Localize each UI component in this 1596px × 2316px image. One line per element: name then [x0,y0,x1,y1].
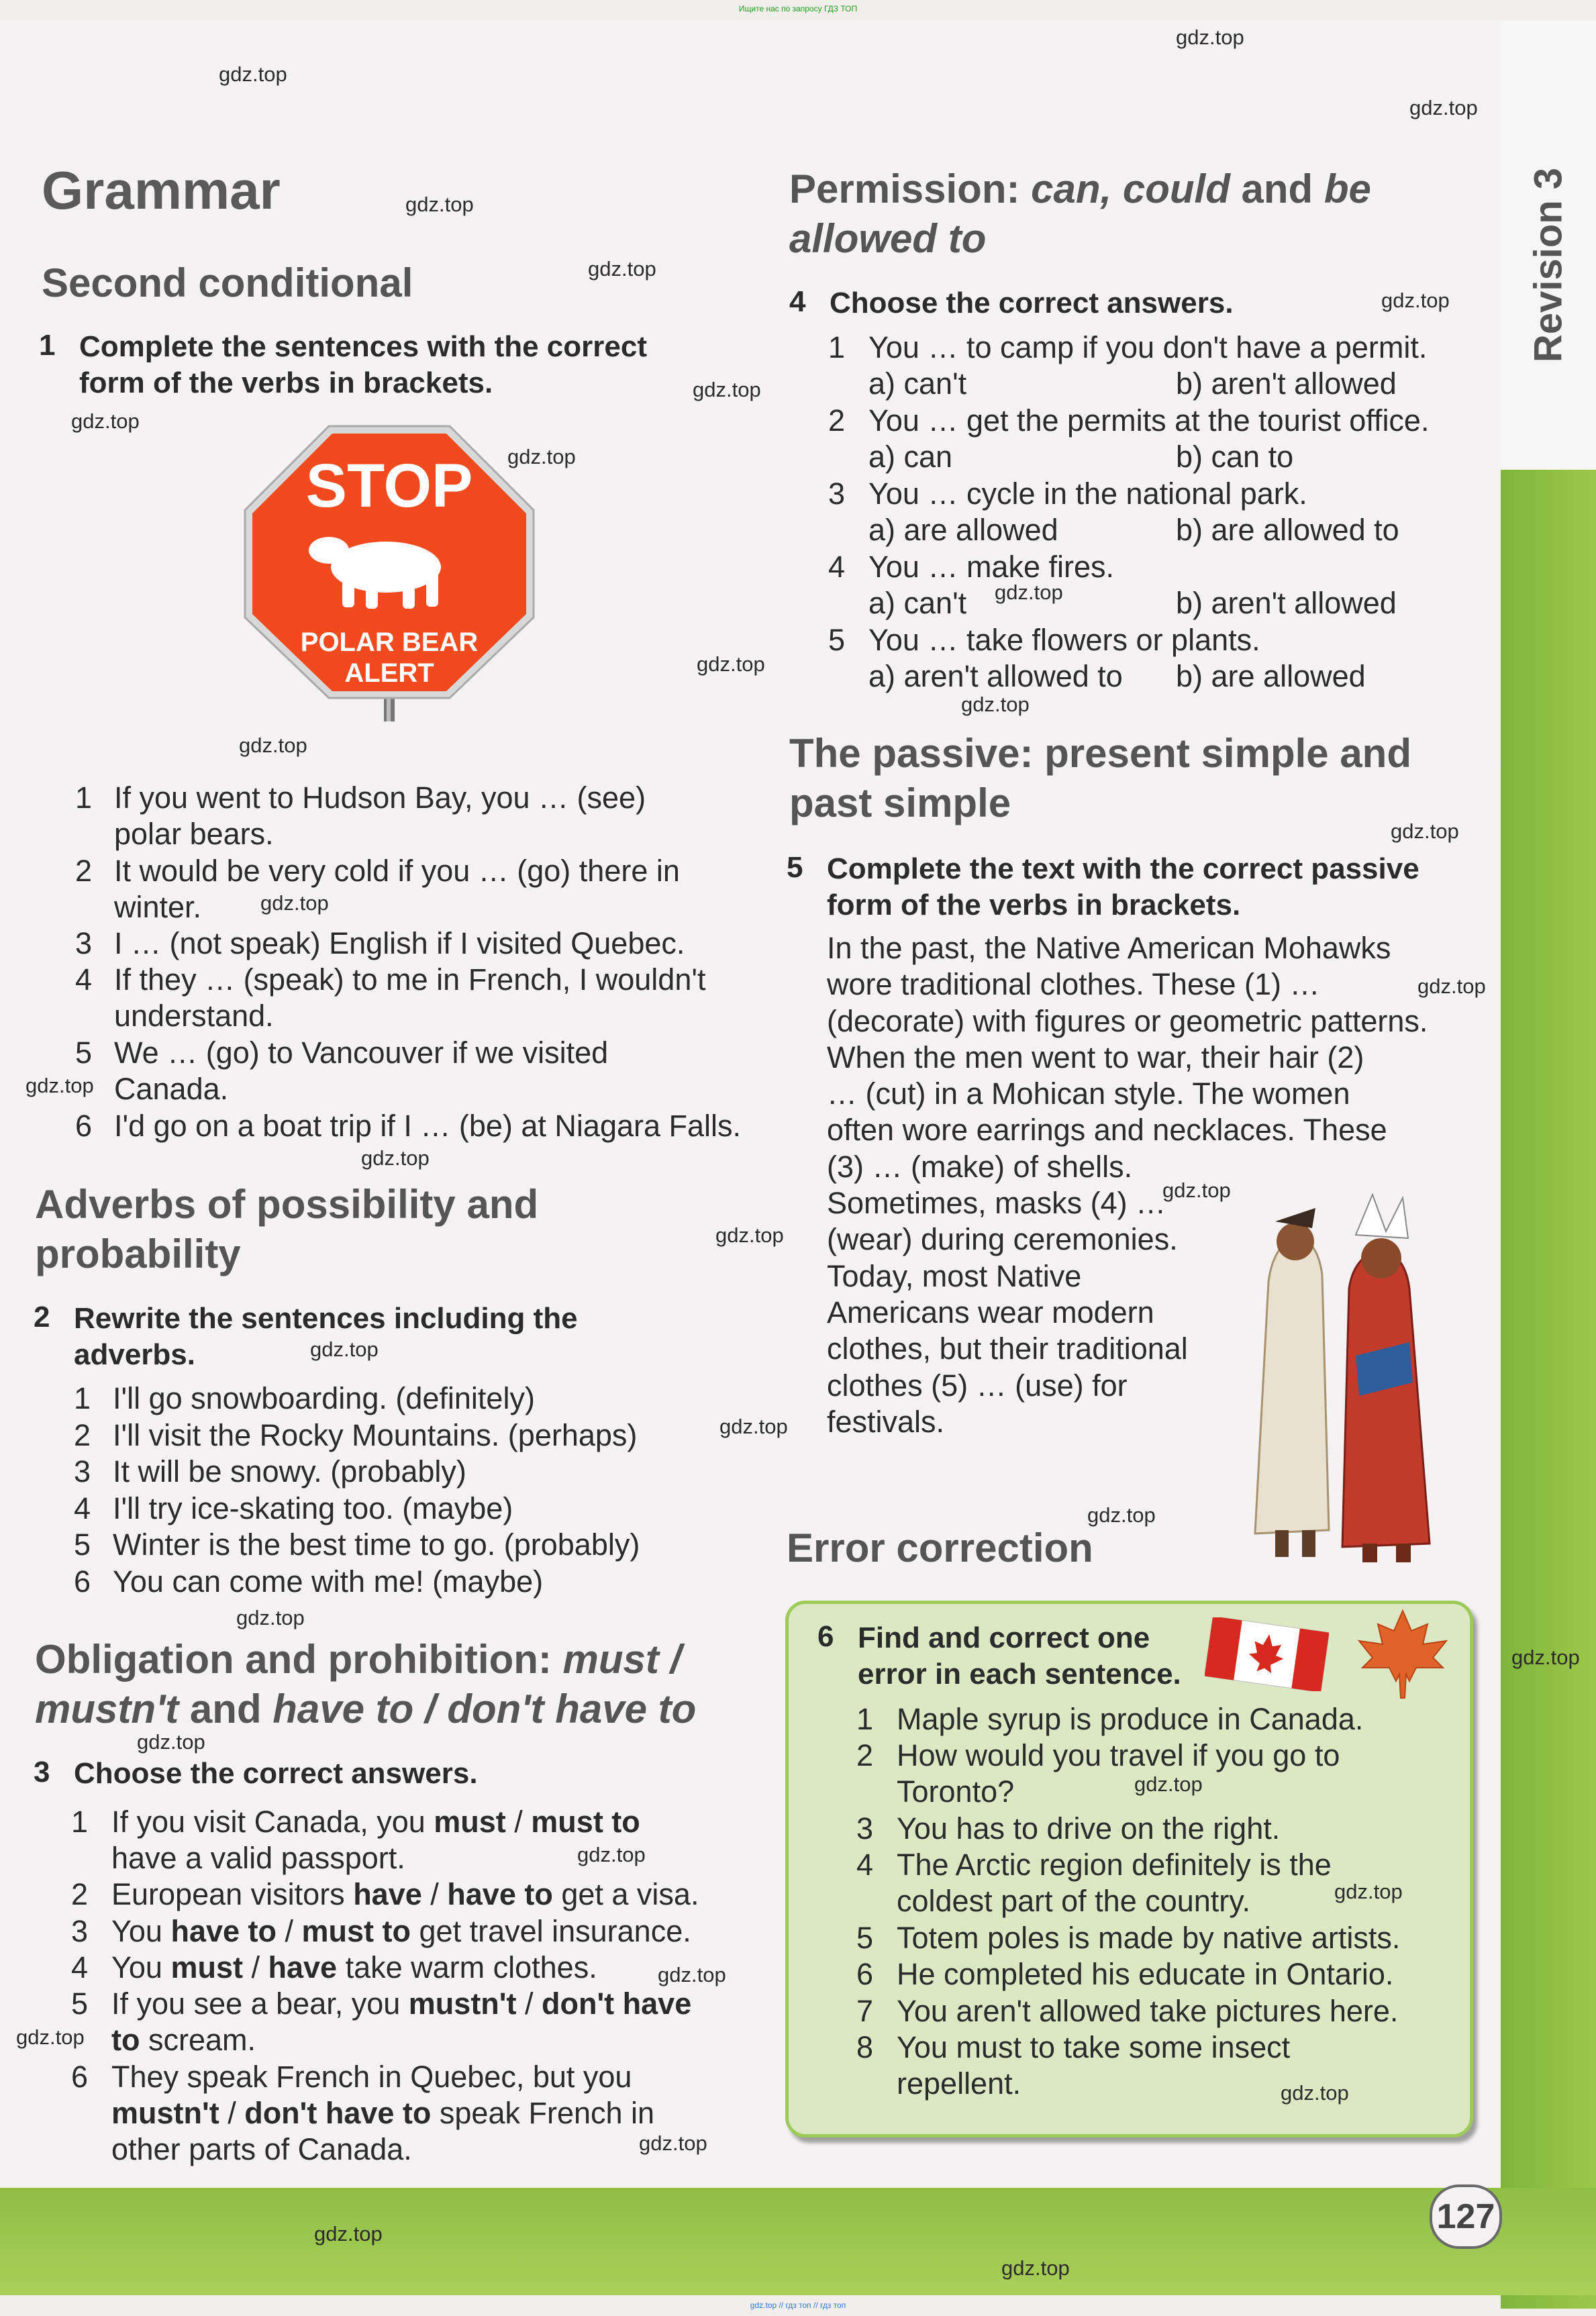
item-text: It will be snowy. (probably) [113,1454,466,1489]
page-number: 127 [1430,2184,1502,2249]
watermark: gdz.top [236,1606,305,1629]
watermark: gdz.top [507,445,576,468]
heading-part: must / [562,1637,682,1682]
item-number: 3 [75,926,93,960]
watermark: gdz.top [693,378,761,401]
grammar-title: Grammar [42,160,281,220]
item-number: 5 [74,1527,91,1562]
watermark: gdz.top [639,2131,707,2155]
item-text: The Arctic region definitely is the [897,1848,1332,1882]
item-text: Totem poles is made by native artists. [897,1921,1401,1955]
second-conditional-heading: Second conditional [42,260,413,305]
item-text: understand. [114,999,274,1033]
item-number: 4 [71,1950,89,1984]
item-number: 4 [828,550,846,584]
text-line: clothes (5) … (use) for [827,1368,1128,1403]
watermark: gdz.top [1409,96,1478,119]
instruction-line: adverbs. [74,1338,195,1371]
item-text: winter. [114,890,202,924]
instruction-line: Find and correct one [858,1621,1150,1654]
option-a[interactable]: a) can't [868,586,967,620]
option-a[interactable]: a) can't [868,366,967,401]
item-text: You … to camp if you don't have a permit. [868,330,1428,364]
watermark: gdz.top [1511,1646,1580,1669]
item-number: 2 [75,854,93,888]
option-b[interactable]: b) aren't allowed [1176,586,1397,620]
item-number: 4 [856,1848,874,1882]
text-line: wore traditional clothes. These (1) … [827,967,1320,1002]
item-text: You … get the permits at the tourist office. [868,403,1430,438]
item-number: 1 [828,330,846,364]
sign-line2: ALERT [344,658,434,688]
text-line: (3) … (make) of shells. [827,1149,1133,1184]
item-text: They speak French in Quebec, but you [111,2060,632,2094]
item-text: coldest part of the country. [897,1884,1250,1918]
option-a[interactable]: a) are allowed [868,513,1058,547]
item-number: 3 [71,1914,89,1948]
item-text: You … cycle in the national park. [868,476,1307,511]
item-text: Maple syrup is produce in Canada. [897,1702,1364,1736]
item-text: You must to take some insect [897,2030,1291,2064]
native-americans-illustration [1228,1181,1470,1570]
watermark: gdz.top [1087,1503,1156,1527]
item-text: You must / have take warm clothes. [111,1950,597,1984]
option-b[interactable]: b) can to [1176,440,1294,474]
item-text: If you see a bear, you mustn't / don't have [111,1986,692,2021]
text-line: (wear) during ceremonies. [827,1222,1178,1257]
heading-part: and [1230,166,1324,211]
heading-line: Adverbs of possibility and [35,1182,539,1227]
exercise-5-number: 5 [787,851,803,884]
item-text: I'd go on a boat trip if I … (be) at Niagara Falls. [114,1109,742,1143]
watermark: gdz.top [314,2222,383,2246]
item-number: 6 [74,1564,91,1599]
item-number: 8 [856,2030,874,2064]
instruction-line: Complete the text with the correct passive [827,852,1419,885]
watermark: gdz.top [71,409,140,433]
item-text: Toronto? [897,1774,1015,1809]
item-text: If they … (speak) to me in French, I wouldn't [114,962,706,997]
item-number: 5 [856,1921,874,1955]
watermark: gdz.top [995,581,1063,604]
option-b[interactable]: b) are allowed to [1176,513,1399,547]
obligation-heading [35,1635,696,1734]
watermark: gdz.top [16,2025,85,2049]
text-line: clothes, but their traditional [827,1331,1188,1366]
item-text: I … (not speak) English if I visited Quebec. [114,926,685,960]
instruction-line: error in each sentence. [858,1658,1181,1691]
item-text: Canada. [114,1072,229,1106]
item-text: You … take flowers or plants. [868,623,1260,657]
heading-part: have to / don't have to [272,1686,697,1731]
item-text: polar bears. [114,817,274,851]
item-text: How would you travel if you go to [897,1738,1340,1772]
item-text: I'll visit the Rocky Mountains. (perhaps) [113,1418,638,1452]
option-b[interactable]: b) are allowed [1176,659,1366,693]
text-line: In the past, the Native American Mohawks [827,931,1391,965]
option-b[interactable]: b) aren't allowed [1176,366,1397,401]
item-text: European visitors have / have to get a visa. [111,1877,699,1911]
exercise-2-number: 2 [34,1301,50,1333]
watermark: gdz.top [1381,289,1450,312]
heading-part: be [1324,166,1371,211]
item-text: If you visit Canada, you must / must to [111,1805,640,1839]
exercise-2-instruction [74,1301,578,1373]
watermark: gdz.top [405,193,474,216]
green-side-strip [1501,470,1596,2309]
instruction-line: form of the verbs in brackets. [79,366,493,399]
text-line: festivals. [827,1404,945,1439]
item-number: 2 [71,1877,89,1911]
watermark: gdz.top [137,1730,205,1754]
heading-part: mustn't [35,1686,179,1731]
item-number: 3 [856,1811,874,1846]
exercise-1-instruction [79,329,647,401]
item-text: I'll go snowboarding. (definitely) [113,1381,535,1415]
canada-flag-icon [1205,1617,1329,1691]
item-text: You can come with me! (maybe) [113,1564,544,1599]
item-number: 7 [856,1994,874,2028]
item-text: We … (go) to Vancouver if we visited [114,1036,609,1070]
item-number: 2 [856,1738,874,1772]
revision-label [1518,154,1579,376]
watermark: gdz.top [310,1338,379,1361]
item-text: If you went to Hudson Bay, you … (see) [114,781,646,815]
heading-line: probability [35,1231,241,1276]
watermark: gdz.top [361,1146,430,1170]
item-text: It would be very cold if you … (go) there in [114,854,680,888]
footer-note: gdz.top // гдз топ // гдз топ [750,2301,846,2310]
exercise-6-number: 6 [817,1620,834,1653]
watermark: gdz.top [697,652,765,676]
exercise-1-number: 1 [39,329,56,362]
item-text: to scream. [111,2023,256,2057]
watermark: gdz.top [1417,974,1486,998]
text-line: … (cut) in a Mohican style. The women [827,1076,1350,1111]
item-number: 3 [74,1454,91,1489]
item-text: I'll try ice-skating too. (maybe) [113,1491,513,1525]
item-text: You have to / must to get travel insurance. [111,1914,691,1948]
item-number: 5 [75,1036,93,1070]
exercise-3-number: 3 [34,1756,50,1789]
heading-part: can, could [1031,166,1230,211]
item-number: 5 [71,1986,89,2021]
watermark: gdz.top [1001,2256,1070,2280]
watermark: gdz.top [1176,26,1244,49]
item-number: 2 [74,1418,91,1452]
exercise-4-instruction: Choose the correct answers. [830,287,1234,319]
maple-leaf-icon [1352,1607,1453,1701]
item-text: mustn't / don't have to speak French in [111,2096,655,2130]
text-line: Americans wear modern [827,1295,1154,1329]
text-line: (decorate) with figures or geometric patterns. [827,1003,1428,1038]
item-text: repellent. [897,2066,1021,2101]
passive-heading [789,729,1411,828]
item-number: 6 [71,2060,89,2094]
item-number: 2 [828,403,846,438]
instruction-line: Rewrite the sentences including the [74,1302,578,1335]
adverbs-heading [35,1180,538,1279]
item-number: 1 [856,1702,874,1736]
revision-label-text: Revision 3 [1526,167,1570,363]
instruction-line: form of the verbs in brackets. [827,889,1241,921]
exercise-5-instruction [827,851,1419,923]
text-line: When the men went to war, their hair (2) [827,1040,1364,1074]
sign-line1: POLAR BEAR [300,627,479,657]
watermark: gdz.top [260,891,329,915]
heading-part: allowed to [789,216,987,261]
item-text: You has to drive on the right. [897,1811,1281,1846]
item-number: 1 [74,1381,91,1415]
watermark: gdz.top [719,1415,788,1438]
watermark: gdz.top [658,1963,726,1986]
item-number: 5 [828,623,846,657]
item-number: 6 [856,1957,874,1991]
heading-line: The passive: present simple and [789,731,1411,776]
green-bottom-bar [0,2188,1596,2295]
watermark: gdz.top [577,1843,646,1866]
instruction-line: Complete the sentences with the correct [79,330,647,363]
item-text: Winter is the best time to go. (probably) [113,1527,640,1562]
item-number: 4 [75,962,93,997]
heading-part: and [179,1686,273,1731]
watermark: gdz.top [961,693,1030,716]
error-correction-heading: Error correction [787,1525,1093,1570]
watermark: gdz.top [1334,1880,1403,1903]
exercise-4-number: 4 [789,285,806,318]
watermark: gdz.top [239,734,307,757]
text-line: Sometimes, masks (4) … [827,1186,1166,1221]
heading-part: Obligation and prohibition: [35,1637,563,1682]
watermark: gdz.top [715,1223,784,1247]
item-number: 3 [828,476,846,511]
item-number: 1 [75,781,93,815]
watermark: gdz.top [1391,819,1459,843]
item-number: 4 [74,1491,91,1525]
exercise-6-instruction [858,1620,1181,1693]
item-number: 1 [71,1805,89,1839]
watermark: gdz.top [1162,1178,1231,1202]
heading-part: Permission: [789,166,1032,211]
polar-bear-stop-sign [242,423,537,725]
exercise-3-instruction: Choose the correct answers. [74,1757,478,1790]
text-line: Today, most Native [827,1258,1082,1293]
header-note: Ищите нас по запросу ГДЗ ТОП [738,4,858,13]
item-text: other parts of Canada. [111,2132,412,2166]
heading-line: past simple [789,781,1011,825]
item-text: You … make fires. [868,550,1114,584]
text-line: often wore earrings and necklaces. These [827,1113,1387,1148]
option-a[interactable]: a) aren't allowed to [868,659,1123,693]
option-a[interactable]: a) can [868,440,953,474]
item-text: have a valid passport. [111,1841,405,1875]
watermark: gdz.top [1134,1772,1203,1796]
watermark: gdz.top [1281,2081,1349,2105]
sign-stop-text: STOP [305,452,473,520]
watermark: gdz.top [26,1074,94,1097]
item-text: You aren't allowed take pictures here. [897,1994,1399,2028]
watermark: gdz.top [219,62,287,86]
item-number: 6 [75,1109,93,1143]
item-text: He completed his educate in Ontario. [897,1957,1394,1991]
watermark: gdz.top [588,257,656,281]
permission-heading [789,164,1371,264]
